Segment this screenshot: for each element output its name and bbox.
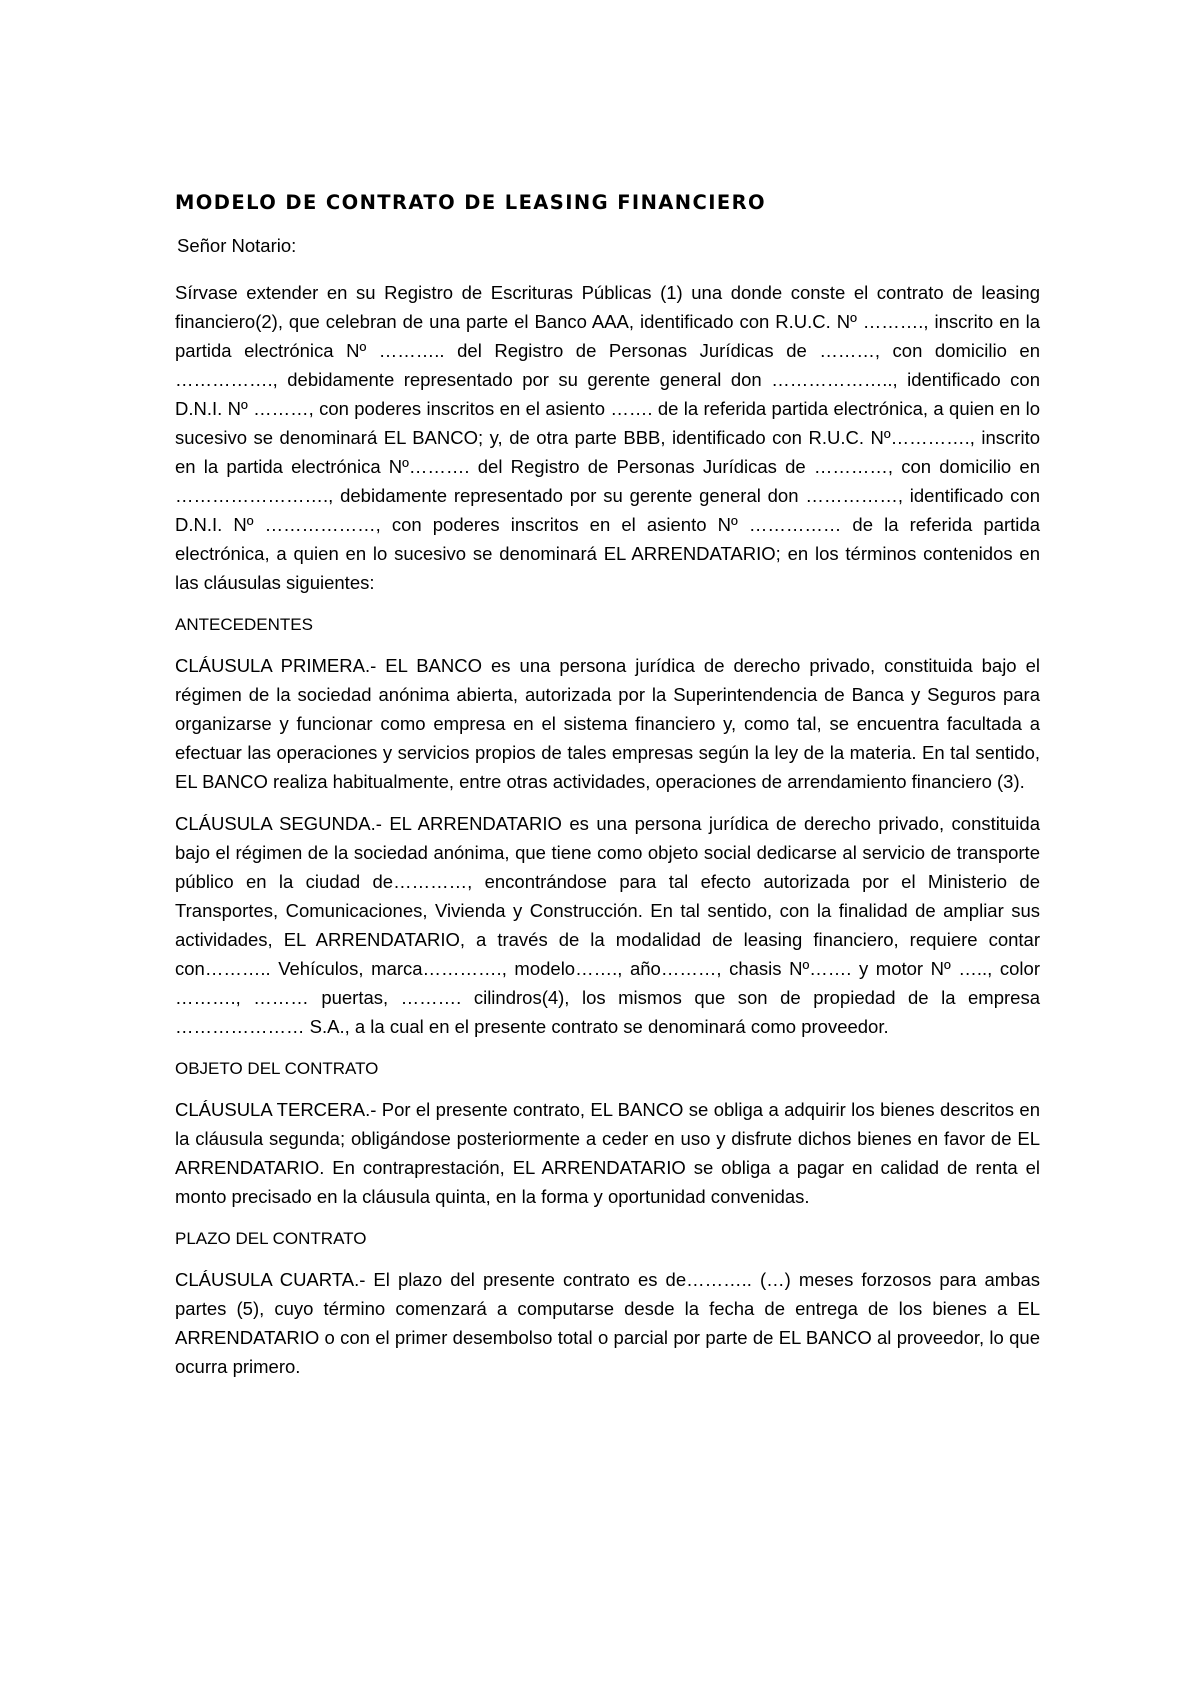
clause-cuarta: CLÁUSULA CUARTA.- El plazo del presente contrato es de……….. (…) meses forzosos para ambas partes (5), cuyo término comenzará a computarse desde la fecha de entrega de los bienes a EL ARRENDATARIO o con el primer desembolso total o parcial por parte de EL BANCO al proveedor, lo que ocurra primero. bbox=[175, 1269, 1040, 1377]
clause-primera: CLÁUSULA PRIMERA.- EL BANCO es una persona jurídica de derecho privado, constituida bajo el régimen de la sociedad anónima abierta, autorizada por la Superintendencia de Banca y Seguros para organizarse y funcionar como empresa en el sistema financiero y, como tal, se encuentra facultada a efectuar las operaciones y servicios propios de tales empresas según la ley de la materia. En tal sentido, EL BANCO realiza habitualmente, entre otras actividades, operaciones de arrendamiento financiero (3). bbox=[175, 655, 1040, 792]
section-heading-objeto: OBJETO DEL CONTRATO bbox=[175, 1059, 379, 1078]
document-title: MODELO DE CONTRATO DE LEASING FINANCIERO bbox=[175, 191, 766, 214]
clause-tercera: CLÁUSULA TERCERA.- Por el presente contrato, EL BANCO se obliga a adquirir los bienes descritos en la cláusula segunda; obligándose posteriormente a ceder en uso y disfrute dichos bienes en favor de EL ARRENDATARIO. En contraprestación, EL ARRENDATARIO se obliga a pagar en calidad de renta el monto precisado en la cláusula quinta, en la forma y oportunidad convenidas. bbox=[175, 1099, 1040, 1207]
clause-segunda: CLÁUSULA SEGUNDA.- EL ARRENDATARIO es una persona jurídica de derecho privado, constituida bajo el régimen de la sociedad anónima, que tiene como objeto social dedicarse al servicio de transporte público en la ciudad de…………, encontrándose para tal efecto autorizada por el Ministerio de Transportes, Comunicaciones, Vivienda y Construcción. En tal sentido, con la finalidad de ampliar sus actividades, EL ARRENDATARIO, a través de la modalidad de leasing financiero, requiere contar con……….. Vehículos, marca…………., modelo……., año………, chasis Nº……. y motor Nº ….., color ………., ……… puertas, ………. cilindros(4), los mismos que son de propiedad de la empresa ………………… S.A., a la cual en el presente contrato se denominará como proveedor. bbox=[175, 813, 1040, 1037]
salutation: Señor Notario: bbox=[177, 235, 297, 256]
section-heading-plazo: PLAZO DEL CONTRATO bbox=[175, 1229, 367, 1248]
intro-paragraph: Sírvase extender en su Registro de Escrituras Públicas (1) una donde conste el contrato de leasing financiero(2), que celebran de una parte el Banco AAA, identificado con R.U.C. Nº ………., inscrito en la partida electrónica Nº ……….. del Registro de Personas Jurídicas de ………, con domicilio en ……………., debidamente representado por su gerente general don ……………….., identificado con D.N.I. Nº ………, con poderes inscritos en el asiento ……. de la referida partida electrónica, a quien en lo sucesivo se denominará EL BANCO; y, de otra parte BBB, identificado con R.U.C. Nº…………., inscrito en la partida electrónica Nº………. del Registro de Personas Jurídicas de …………, con domicilio en ……………………., debidamente representado por su gerente general don ……………, identificado con D.N.I. Nº ………………, con poderes inscritos en el asiento Nº …………… de la referida partida electrónica, a quien en lo sucesivo se denominará EL ARRENDATARIO; en los términos contenidos en las cláusulas siguientes: bbox=[175, 282, 1040, 593]
section-heading-antecedentes: ANTECEDENTES bbox=[175, 615, 313, 634]
document-body bbox=[175, 190, 1040, 1394]
